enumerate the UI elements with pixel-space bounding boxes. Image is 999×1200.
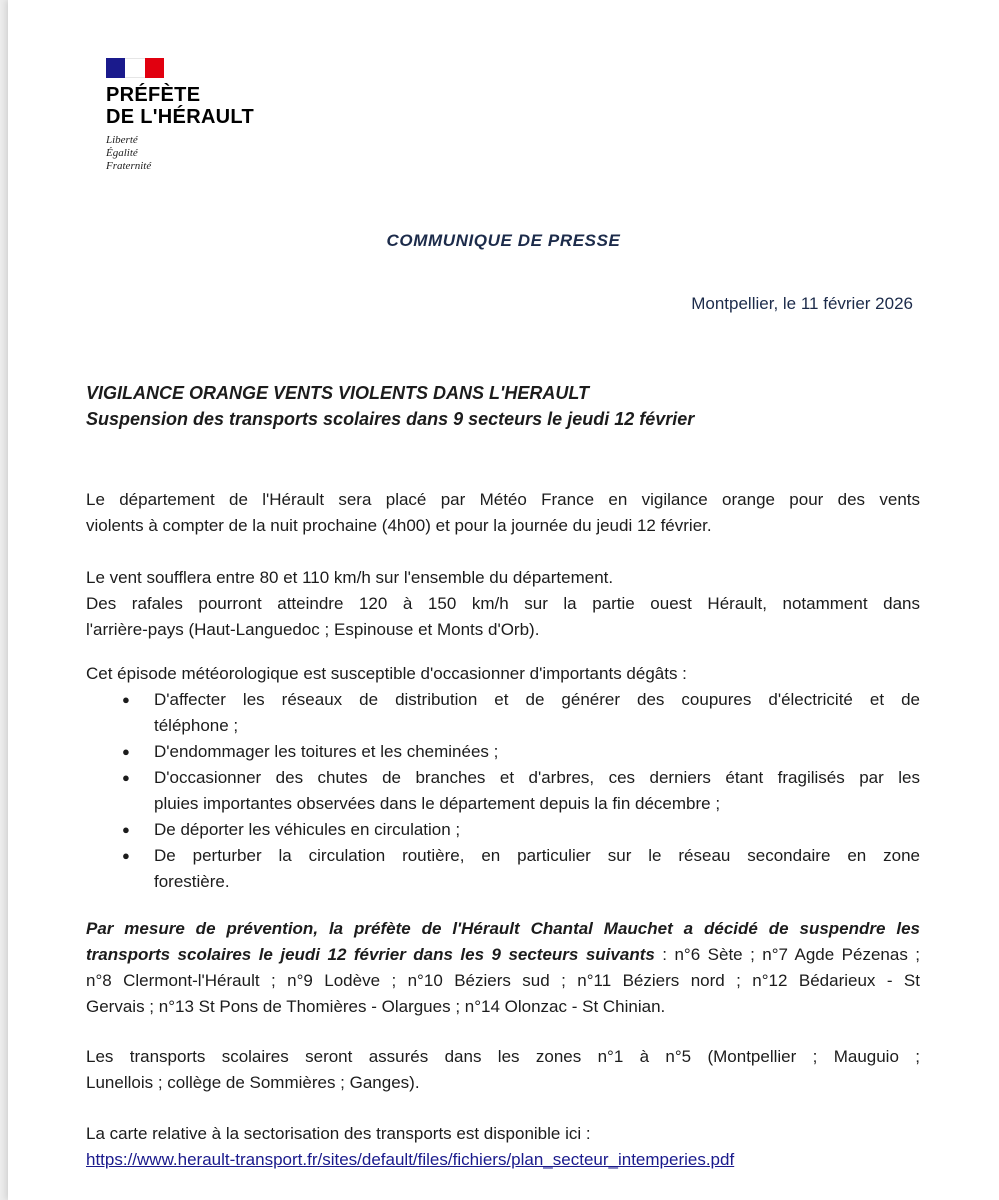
risk-1-line-2: téléphone ; [154, 716, 239, 735]
motto-egalite: Égalité [106, 147, 138, 159]
intro-line-1: Le département de l'Hérault sera placé par Météo France en vigilance orange pour des vents [86, 490, 920, 509]
risk-5-line-1: De perturber la circulation routière, en particulier sur le réseau secondaire en zone [154, 846, 920, 865]
risk-3-line-2: pluies importantes observées dans le département depuis la fin décembre ; [154, 794, 721, 813]
wind-line-2: Des rafales pourront atteindre 120 à 150 km/h sur la partie ouest Hérault, notamment dans [86, 594, 920, 613]
list-item [86, 817, 920, 843]
bullet-icon: ● [122, 822, 130, 837]
bullet-icon: ● [122, 848, 130, 863]
wind-paragraph [86, 565, 920, 643]
intro-line-2: violents à compter de la nuit prochaine (4h00) et pour la journée du jeudi 12 février. [86, 516, 712, 535]
episode-line: Cet épisode météorologique est susceptible d'occasionner d'importants dégâts : [86, 664, 687, 683]
french-flag-logo [106, 58, 164, 78]
risk-4-line-1: De déporter les véhicules en circulation ; [154, 820, 461, 839]
wind-line-1: Le vent soufflera entre 80 et 110 km/h sur l'ensemble du département. [86, 568, 614, 587]
map-pdf-link[interactable]: https://www.herault-transport.fr/sites/default/files/fichiers/plan_secteur_intemperies.pdf [86, 1150, 735, 1169]
intro-paragraph [86, 487, 920, 539]
risk-3-line-1: D'occasionner des chutes de branches et d'arbres, ces derniers étant fragilisés par les [154, 768, 920, 787]
bullet-icon: ● [122, 692, 130, 707]
headline-title: VIGILANCE ORANGE VENTS VIOLENTS DANS L'HERAULT [86, 383, 589, 403]
decision-line-2-bold: transports scolaires le jeudi 12 février dans les 9 secteurs suivants [86, 945, 655, 964]
list-item [86, 765, 920, 817]
flag-white-band [125, 58, 145, 78]
flag-red-band [145, 58, 164, 78]
prefecture-name-line1: PRÉFÈTE [106, 84, 201, 106]
assured-line-1: Les transports scolaires seront assurés dans les zones n°1 à n°5 (Montpellier ; Mauguio ; [86, 1047, 920, 1066]
decision-line-2 [86, 942, 920, 968]
dateline: Montpellier, le 11 février 2026 [691, 294, 913, 313]
decision-line-3: n°8 Clermont-l'Hérault ; n°9 Lodève ; n°10 Béziers sud ; n°11 Béziers nord ; n°12 Bédarieux - St [86, 971, 920, 990]
motto-liberte: Liberté [106, 134, 138, 146]
document-page [8, 0, 999, 1200]
episode-paragraph [86, 661, 920, 687]
bullet-icon: ● [122, 744, 130, 759]
decision-line-2-rest: : n°6 Sète ; n°7 Agde Pézenas ; [654, 945, 921, 964]
list-item [86, 687, 920, 739]
flag-blue-band [106, 58, 125, 78]
bullet-icon: ● [122, 770, 130, 785]
decision-line-1: Par mesure de prévention, la préfète de l'Hérault Chantal Mauchet a décidé de suspendre les [86, 919, 920, 938]
risk-2-line-1: D'endommager les toitures et les cheminées ; [154, 742, 499, 761]
headline-subtitle: Suspension des transports scolaires dans 9 secteurs le jeudi 12 février [86, 409, 695, 429]
map-intro: La carte relative à la sectorisation des transports est disponible ici : [86, 1124, 591, 1143]
list-item [86, 739, 920, 765]
decision-paragraph [86, 916, 920, 1020]
risk-5-line-2: forestière. [154, 872, 230, 891]
motto-fraternite: Fraternité [106, 160, 152, 172]
assured-line-2: Lunellois ; collège de Sommières ; Ganges). [86, 1073, 420, 1092]
decision-line-4: Gervais ; n°13 St Pons de Thomières - Olargues ; n°14 Olonzac - St Chinian. [86, 997, 666, 1016]
prefecture-name-line2: DE L'HÉRAULT [106, 106, 254, 128]
risk-1-line-1: D'affecter les réseaux de distribution et de générer des coupures d'électricité et de [154, 690, 920, 709]
wind-line-3: l'arrière-pays (Haut-Languedoc ; Espinouse et Monts d'Orb). [86, 620, 540, 639]
risk-list [86, 687, 920, 895]
assured-paragraph [86, 1044, 920, 1096]
map-paragraph [86, 1121, 920, 1173]
document-type-title: COMMUNIQUE DE PRESSE [386, 231, 621, 250]
list-item [86, 843, 920, 895]
